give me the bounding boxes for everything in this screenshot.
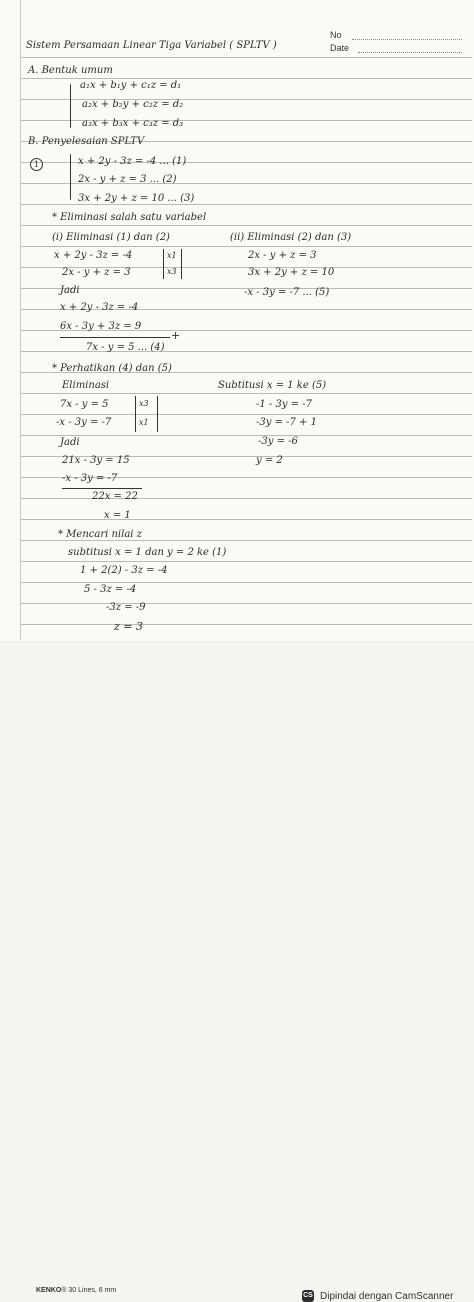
elim2-heading: * Perhatikan (4) dan (5): [52, 363, 172, 374]
elim-eq-2: 2x - y + z = 3: [62, 267, 131, 278]
z-eq-1: 1 + 2(2) - 3z = -4: [80, 565, 168, 576]
elim3-subtitle: subtitusi x = 1 dan y = 2 ke (1): [68, 547, 227, 558]
date-dotted-line: [358, 52, 462, 53]
multiplier-bar: [163, 249, 164, 279]
kenko-brand-name: KENKO: [36, 1287, 62, 1294]
system-eq-2: 2x - y + z = 3 ... (2): [78, 174, 177, 185]
kenko-brand: [36, 1287, 116, 1294]
general-eq-2: a₂x + b₂y + c₂z = d₂: [82, 99, 184, 110]
section-a-heading: A. Bentuk umum: [28, 65, 113, 76]
y-result: y = 2: [256, 455, 283, 466]
result-eq-4: 7x - y = 5 ... (4): [86, 342, 165, 353]
jadi-eq-2: 6x - 3y + 3z = 9: [60, 321, 142, 332]
ruled-line: [20, 561, 472, 562]
ruled-line: [20, 204, 472, 205]
sum-line: [60, 337, 170, 338]
multiplier-bar: [181, 249, 182, 279]
subst-eq-1: -1 - 3y = -7: [256, 399, 312, 410]
z-result: z = 3: [114, 620, 144, 633]
no-label: No: [330, 30, 342, 40]
ruled-line: [20, 57, 472, 58]
jadi-label: Jadi: [60, 285, 80, 296]
ruled-line: [20, 624, 472, 625]
jadi-eq-1: x + 2y - 3z = -4: [60, 302, 139, 313]
multiplier-1: x1: [167, 251, 177, 260]
elim3-heading: * Mencari nilai z: [58, 529, 142, 540]
camscanner-logo-icon: CS: [302, 1290, 314, 1302]
plus-sign: +: [171, 329, 181, 342]
section-b-heading: B. Penyelesaian SPLTV: [28, 136, 145, 147]
ruled-line: [20, 603, 472, 604]
jadi2-eq-1: 21x - 3y = 15: [62, 455, 130, 466]
elim-right-title: (ii) Eliminasi (2) dan (3): [230, 232, 352, 243]
ruled-line: [20, 498, 472, 499]
jadi-label: Jadi: [60, 437, 80, 448]
elim2-left-title: Eliminasi: [62, 380, 110, 391]
elim-eq-1: x + 2y - 3z = -4: [54, 250, 133, 261]
multiplier-bar: [135, 396, 136, 432]
jadi2-eq-3: 22x = 22: [92, 491, 138, 502]
paper-spec: 30 Lines, 6 mm: [68, 1287, 117, 1294]
multiplier-2: x3: [167, 267, 177, 276]
result-eq-5: -x - 3y = -7 ... (5): [244, 287, 330, 298]
ruled-line: [20, 225, 472, 226]
sum-line: [62, 488, 142, 489]
ruled-line: [20, 519, 472, 520]
ruled-line: [20, 393, 472, 394]
general-eq-1: a₁x + b₁y + c₁z = d₁: [80, 80, 182, 91]
elim-ii-eq-1: 2x - y + z = 3: [248, 250, 317, 261]
no-dotted-line: [352, 39, 462, 40]
subst-eq-2: -3y = -7 + 1: [256, 417, 317, 428]
system-eq-1: x + 2y - 3z = -4 ... (1): [78, 156, 187, 167]
system-eq-3: 3x + 2y + z = 10 ... (3): [78, 193, 195, 204]
ruled-line: [20, 78, 472, 79]
z-eq-3: -3z = -9: [106, 602, 146, 613]
elim2-eq-1: 7x - y = 5: [60, 399, 109, 410]
date-label: Date: [330, 43, 350, 53]
jadi2-eq-2: -x - 3y = -7: [62, 473, 118, 484]
elim-ii-eq-2: 3x + 2y + z = 10: [248, 267, 335, 278]
ruled-line: [20, 582, 472, 583]
general-eq-3: a₃x + b₃x + c₃z = d₃: [82, 118, 184, 129]
ruled-line: [20, 435, 472, 436]
margin-line: [20, 0, 21, 640]
elim-left-title: (i) Eliminasi (1) dan (2): [52, 232, 170, 243]
brace: [70, 154, 71, 200]
ruled-line: [20, 414, 472, 415]
multiplier-bar: [157, 396, 158, 432]
x-result: x = 1: [104, 510, 131, 521]
subst-eq-3: -3y = -6: [258, 436, 298, 447]
multiplier-1: x3: [139, 399, 149, 408]
elim2-eq-2: -x - 3y = -7: [56, 417, 112, 428]
footer-bar: [0, 641, 474, 1302]
brace: [70, 84, 71, 128]
kenko-trademark: ®: [61, 1287, 67, 1294]
page-title: Sistem Persamaan Linear Tiga Variabel ( SPLTV ): [26, 40, 277, 51]
z-eq-2: 5 - 3z = -4: [84, 584, 137, 595]
multiplier-2: x1: [139, 418, 149, 427]
elim2-right-title: Subtitusi x = 1 ke (5): [218, 380, 327, 391]
ruled-line: [20, 540, 472, 541]
ruled-line: [20, 246, 472, 247]
circled-number: 1: [30, 158, 43, 171]
elim-heading: * Eliminasi salah satu variabel: [52, 212, 207, 223]
camscanner-watermark: Dipindai dengan CamScanner: [320, 1291, 454, 1302]
